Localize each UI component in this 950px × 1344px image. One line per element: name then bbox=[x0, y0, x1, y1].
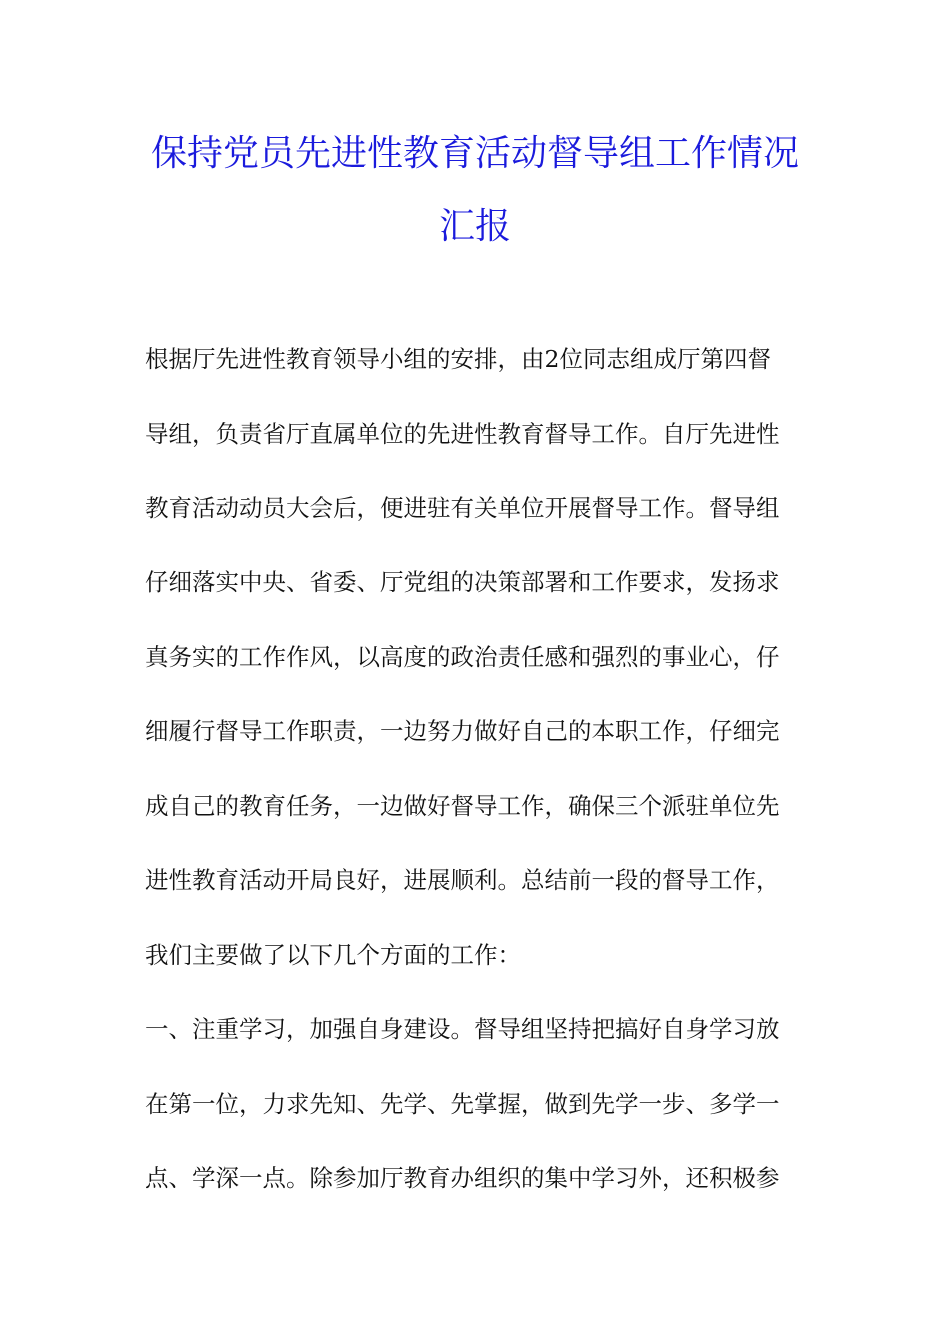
body-line-1: 根据厅先进性教育领导小组的安排，由2位同志组成厅第四督 bbox=[145, 345, 771, 373]
body-line-7: 成自己的教育任务，一边做好督导工作，确保三个派驻单位先 bbox=[145, 792, 780, 820]
body-line-10: 一、注重学习，加强自身建设。督导组坚持把搞好自身学习放 bbox=[145, 1015, 780, 1043]
body-line-12: 点、学深一点。除参加厅教育办组织的集中学习外，还积极参 bbox=[145, 1164, 780, 1192]
document-title-line-2: 汇报 bbox=[438, 206, 511, 247]
body-line-6: 细履行督导工作职责，一边努力做好自己的本职工作，仔细完 bbox=[145, 717, 780, 745]
body-line-9: 我们主要做了以下几个方面的工作： bbox=[145, 941, 521, 969]
body-line-8: 进性教育活动开局良好，进展顺利。总结前一段的督导工作， bbox=[145, 866, 780, 894]
body-line-2: 导组，负责省厅直属单位的先进性教育督导工作。自厅先进性 bbox=[145, 420, 780, 448]
body-line-11: 在第一位，力求先知、先学、先掌握，做到先学一步、多学一 bbox=[145, 1090, 780, 1118]
body-line-4: 仔细落实中央、省委、厅党组的决策部署和工作要求，发扬求 bbox=[145, 568, 780, 596]
document-title-line-1: 保持党员先进性教育活动督导组工作情况 bbox=[150, 133, 799, 174]
body-line-5: 真务实的工作作风，以高度的政治责任感和强烈的事业心，仔 bbox=[145, 643, 780, 671]
body-line-3: 教育活动动员大会后，便进驻有关单位开展督导工作。督导组 bbox=[145, 494, 780, 522]
